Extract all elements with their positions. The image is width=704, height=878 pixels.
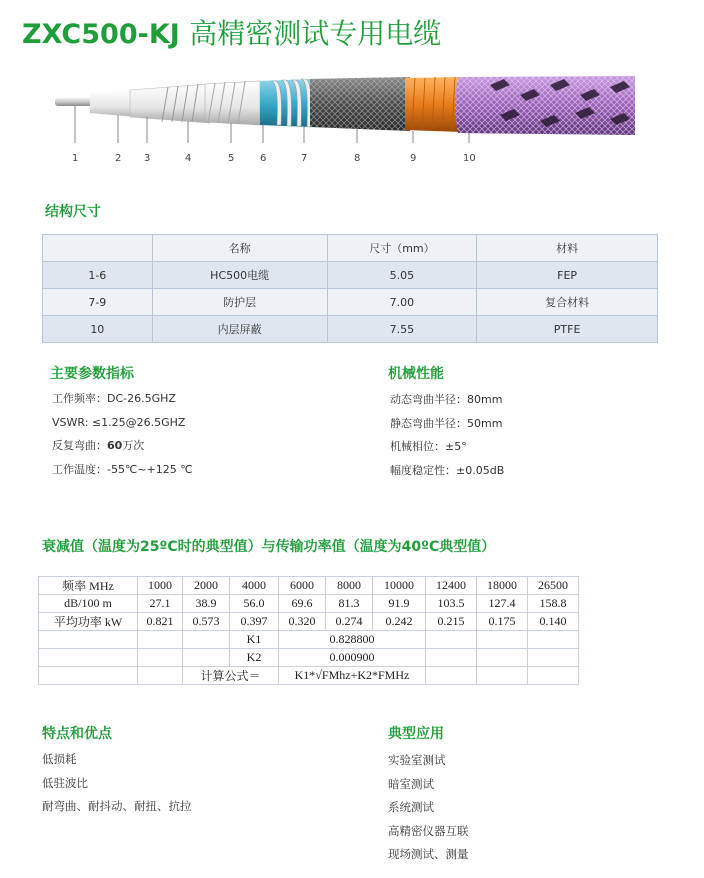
table-cell: 6000 [279,577,326,595]
structure-heading: 结构尺寸 [45,204,101,220]
table-header-cell: 名称 [152,235,327,262]
k2-label: K2 [230,649,279,667]
table-header-cell [43,235,153,262]
table-cell: 38.9 [183,595,230,613]
mech-item: 幅度稳定性：±0.05dB [390,463,505,477]
table-cell: HC500电缆 [152,262,327,289]
cable-label-6: 6 [260,153,267,164]
row-label: 平均功率 kW [39,613,138,631]
table-cell: 2000 [183,577,230,595]
k1-label: K1 [230,631,279,649]
formula-value: K1*√FMhz+K2*FMHz [279,667,426,685]
cable-label-3: 3 [144,153,151,164]
param-item: 工作频率：DC-26.5GHZ [52,392,176,405]
table-row [43,316,658,343]
cable-label-2: 2 [115,153,122,164]
table-cell: 4000 [230,577,279,595]
table-cell: 26500 [528,577,579,595]
table-cell: 1-6 [43,262,153,289]
param-item: 反复弯曲：60万次 [52,439,145,452]
table-cell: 8000 [326,577,373,595]
list-item: 低损耗 [42,752,77,766]
table-cell: 12400 [426,577,477,595]
table-cell: 127.4 [477,595,528,613]
features-heading: 特点和优点 [42,726,112,742]
table-row [39,613,579,631]
applications-heading: 典型应用 [388,726,444,742]
table-cell: 10 [43,316,153,343]
param-item: VSWR: ≤1.25@26.5GHZ [52,415,186,429]
table-header-row [43,235,658,262]
table-cell: 0.573 [183,613,230,631]
table-cell: 复合材料 [477,289,658,316]
table-row [43,262,658,289]
cable-label-9: 9 [410,153,417,164]
table-cell: 18000 [477,577,528,595]
formula-label: 计算公式＝ [183,667,279,685]
list-item: 系统测试 [388,800,434,815]
table-cell: 1000 [138,577,183,595]
list-item: 高精密仪器互联 [388,823,469,838]
k1-value: 0.828800 [279,631,426,649]
table-cell: 7.55 [327,316,477,343]
mechanical-heading: 机械性能 [388,366,444,382]
table-cell: 56.0 [230,595,279,613]
table-cell: 0.215 [426,613,477,631]
list-item: 实验室测试 [388,753,446,767]
table-cell: 27.1 [138,595,183,613]
table-header-cell: 尺寸（mm） [327,235,477,262]
cable-label-7: 7 [301,153,308,164]
list-item: 低驻波比 [42,775,88,790]
table-row [39,595,579,613]
table-cell: FEP [477,262,658,289]
k2-value: 0.000900 [279,649,426,667]
table-cell: 69.6 [279,595,326,613]
applications-list [388,749,469,867]
cable-label-10: 10 [463,153,476,164]
table-cell: 0.397 [230,613,279,631]
table-cell: 81.3 [326,595,373,613]
param-item: 工作温度：-55℃~+125 ℃ [52,462,193,476]
list-item: 耐弯曲、耐抖动、耐扭、抗拉 [42,799,192,814]
table-cell: 158.8 [528,595,579,613]
mech-item: 静态弯曲半径：50mm [390,416,503,430]
list-item: 现场测试、测量 [388,847,469,862]
mech-item: 动态弯曲半径：80mm [390,393,503,406]
cable-label-1: 1 [72,153,79,164]
table-cell: 防护层 [152,289,327,316]
structure-table [42,234,658,343]
table-row [39,577,579,595]
main-params-heading: 主要参数指标 [50,366,134,382]
mechanical-list [390,388,504,482]
table-row [39,667,579,685]
page-title [22,12,441,52]
row-label: 频率 MHz [39,577,138,595]
table-cell: 7-9 [43,289,153,316]
model-number: ZXC500-KJ [22,19,180,50]
table-cell: 0.821 [138,613,183,631]
product-name: 高精密测试专用电缆 [189,17,442,50]
table-cell: 0.140 [528,613,579,631]
attenuation-table [38,576,579,685]
features-list [42,748,192,819]
table-cell: 7.00 [327,289,477,316]
table-row [43,289,658,316]
attenuation-heading: 衰减值（温度为25ºC时的典型值）与传输功率值（温度为40ºC典型值） [42,539,496,555]
cable-label-5: 5 [228,153,235,164]
table-cell: 内层屏蔽 [152,316,327,343]
main-params-list [52,387,193,481]
table-cell: 0.175 [477,613,528,631]
table-row [39,631,579,649]
table-cell: 91.9 [373,595,426,613]
list-item: 暗室测试 [388,776,434,791]
cable-label-4: 4 [185,153,192,164]
cable-label-8: 8 [354,153,361,164]
table-cell: 103.5 [426,595,477,613]
table-cell: 5.05 [327,262,477,289]
table-cell: 10000 [373,577,426,595]
table-cell: PTFE [477,316,658,343]
cable-cross-section-illustration [50,75,640,145]
table-row [39,649,579,667]
table-cell: 0.320 [279,613,326,631]
table-cell: 0.274 [326,613,373,631]
table-cell: 0.242 [373,613,426,631]
row-label: dB/100 m [39,595,138,613]
table-header-cell: 材料 [477,235,658,262]
mech-item: 机械相位：±5° [390,440,467,453]
